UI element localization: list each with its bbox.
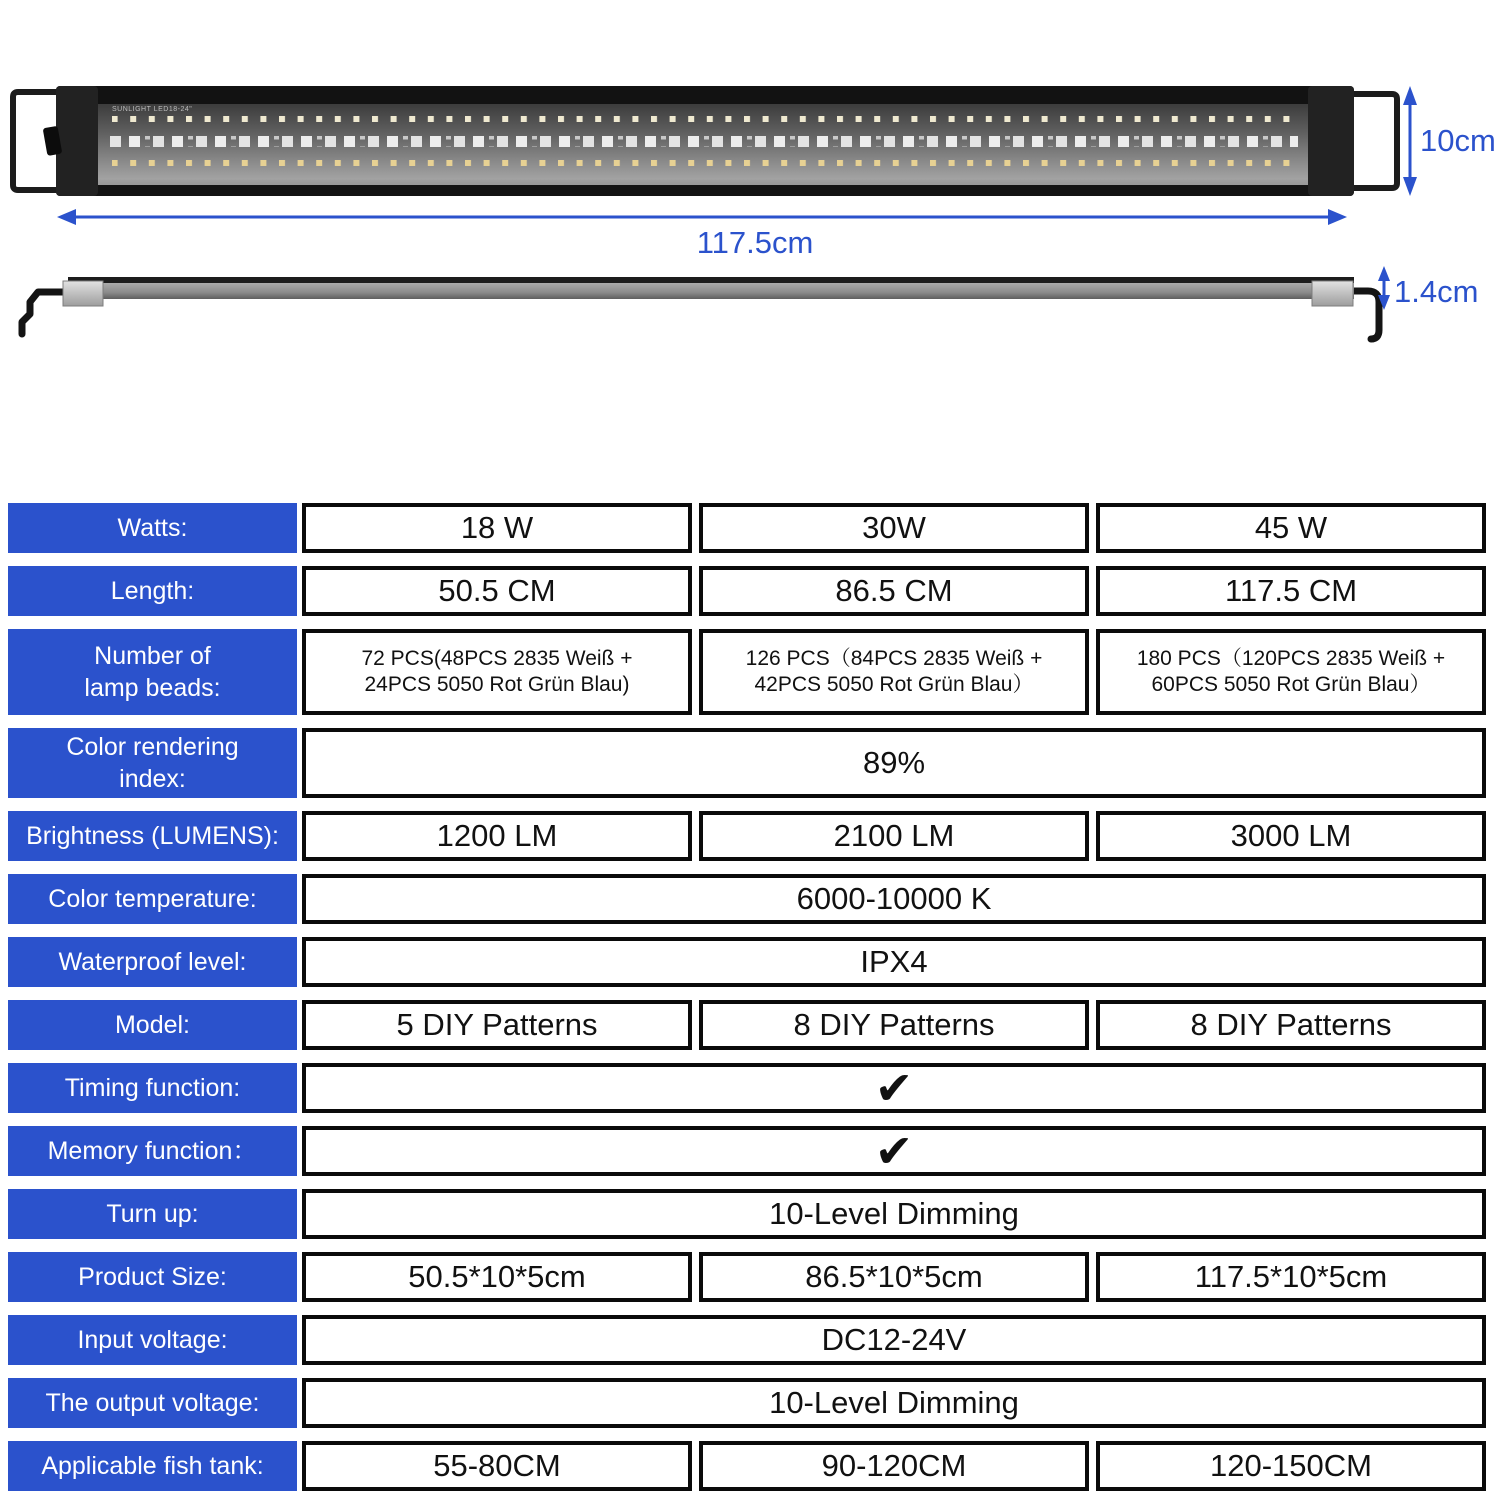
spec-row-label bbox=[8, 728, 297, 798]
spec-value-cell-merged: 10-Level Dimming bbox=[302, 1189, 1486, 1239]
spec-value-cell: 1200 LM bbox=[302, 811, 692, 861]
led-row-middle bbox=[108, 136, 1298, 147]
spec-value-cell: 8 DIY Patterns bbox=[1096, 1000, 1486, 1050]
spec-row bbox=[8, 1252, 1486, 1302]
spec-row-label-line: index: bbox=[119, 765, 186, 793]
spec-value-line: 126 PCS（84PCS 2835 Weiß + bbox=[745, 647, 1043, 671]
spec-row bbox=[8, 728, 1486, 798]
spec-row bbox=[8, 1378, 1486, 1428]
spec-row-label: Product Size: bbox=[8, 1252, 297, 1302]
product-diagram bbox=[0, 0, 1500, 470]
spec-row bbox=[8, 1000, 1486, 1050]
spec-row bbox=[8, 1315, 1486, 1365]
spec-row-cells bbox=[302, 629, 1486, 715]
fixture-top-view bbox=[13, 86, 1397, 196]
width-dimension-label: 117.5cm bbox=[696, 225, 814, 260]
check-mark-cell: ✔ bbox=[302, 1126, 1486, 1176]
spec-row-cells bbox=[302, 1252, 1486, 1302]
spec-row-cells bbox=[302, 1000, 1486, 1050]
spec-value-cell: 18 W bbox=[302, 503, 692, 553]
spec-value-cell-merged: IPX4 bbox=[302, 937, 1486, 987]
spec-row-label: Memory function： bbox=[8, 1126, 297, 1176]
spec-value-cell bbox=[302, 629, 692, 715]
fixture-side-view bbox=[22, 277, 1379, 339]
spec-value-cell: 117.5*10*5cm bbox=[1096, 1252, 1486, 1302]
spec-row-label: Brightness (LUMENS): bbox=[8, 811, 297, 861]
spec-row-cells bbox=[302, 811, 1486, 861]
spec-row-label: Color temperature: bbox=[8, 874, 297, 924]
spec-row-cells bbox=[302, 1378, 1486, 1428]
width-dimension bbox=[57, 209, 1347, 225]
spec-value-cell: 8 DIY Patterns bbox=[699, 1000, 1089, 1050]
spec-value-cell: 90-120CM bbox=[699, 1441, 1089, 1491]
side-bar-body bbox=[68, 283, 1354, 299]
spec-row bbox=[8, 937, 1486, 987]
spec-row-cells bbox=[302, 1126, 1486, 1176]
spec-value-line: 24PCS 5050 Rot Grün Blau) bbox=[364, 673, 630, 696]
thickness-dimension-label: 1.4cm bbox=[1394, 274, 1479, 309]
side-left-hook bbox=[22, 292, 65, 334]
spec-value-cell: 86.5 CM bbox=[699, 566, 1089, 616]
side-right-clip bbox=[1312, 281, 1353, 306]
spec-row-cells bbox=[302, 937, 1486, 987]
spec-value-cell: 3000 LM bbox=[1096, 811, 1486, 861]
spec-row-cells bbox=[302, 503, 1486, 553]
spec-row bbox=[8, 503, 1486, 553]
spec-value-cell-merged: 6000-10000 K bbox=[302, 874, 1486, 924]
spec-row-label-line: Color rendering bbox=[66, 733, 239, 761]
spec-row bbox=[8, 1063, 1486, 1113]
spec-row-cells bbox=[302, 874, 1486, 924]
spec-row-label: Timing function: bbox=[8, 1063, 297, 1113]
spec-value-cell: 120-150CM bbox=[1096, 1441, 1486, 1491]
spec-row bbox=[8, 811, 1486, 861]
spec-row-label: Waterproof level: bbox=[8, 937, 297, 987]
spec-value-cell: 50.5*10*5cm bbox=[302, 1252, 692, 1302]
left-end-cap bbox=[56, 86, 98, 196]
height-dimension bbox=[1403, 86, 1417, 196]
spec-value-cell: 86.5*10*5cm bbox=[699, 1252, 1089, 1302]
led-row-top bbox=[112, 116, 1296, 122]
spec-value-cell: 30W bbox=[699, 503, 1089, 553]
spec-value-cell-merged: 89% bbox=[302, 728, 1486, 798]
spec-row-label bbox=[8, 629, 297, 715]
led-row-bottom bbox=[112, 160, 1296, 166]
spec-row bbox=[8, 566, 1486, 616]
spec-row-label: Watts: bbox=[8, 503, 297, 553]
spec-row-cells bbox=[302, 1063, 1486, 1113]
spec-value-cell: 117.5 CM bbox=[1096, 566, 1486, 616]
spec-row-label: Model: bbox=[8, 1000, 297, 1050]
spec-value-line: 72 PCS(48PCS 2835 Weiß + bbox=[361, 647, 633, 671]
check-mark-cell: ✔ bbox=[302, 1063, 1486, 1113]
spec-value-cell-merged: DC12-24V bbox=[302, 1315, 1486, 1365]
spec-row bbox=[8, 1126, 1486, 1176]
spec-row-label: Turn up: bbox=[8, 1189, 297, 1239]
spec-row bbox=[8, 629, 1486, 715]
spec-value-line: 180 PCS（120PCS 2835 Weiß + bbox=[1136, 647, 1446, 671]
spec-row-label: The output voltage: bbox=[8, 1378, 297, 1428]
spec-row bbox=[8, 1441, 1486, 1491]
height-dimension-label: 10cm bbox=[1420, 123, 1496, 158]
spec-row bbox=[8, 874, 1486, 924]
spec-row-label: Applicable fish tank: bbox=[8, 1441, 297, 1491]
right-mount-bracket bbox=[1350, 94, 1397, 188]
spec-row-label: Length: bbox=[8, 566, 297, 616]
spec-row-cells bbox=[302, 566, 1486, 616]
spec-value-cell: 50.5 CM bbox=[302, 566, 692, 616]
spec-value-cell bbox=[1096, 629, 1486, 715]
panel-bottom-rail bbox=[98, 185, 1308, 196]
spec-row-cells bbox=[302, 1189, 1486, 1239]
spec-row-cells bbox=[302, 1315, 1486, 1365]
spec-value-cell: 45 W bbox=[1096, 503, 1486, 553]
spec-value-cell bbox=[699, 629, 1089, 715]
spec-row-cells bbox=[302, 1441, 1486, 1491]
spec-value-cell-merged: 10-Level Dimming bbox=[302, 1378, 1486, 1428]
spec-row-cells bbox=[302, 728, 1486, 798]
fixture-print-text: SUNLIGHT LED18-24" bbox=[112, 106, 193, 113]
spec-row bbox=[8, 1189, 1486, 1239]
side-right-hook bbox=[1351, 291, 1379, 339]
spec-table bbox=[8, 503, 1486, 1500]
right-end-cap bbox=[1308, 86, 1354, 196]
spec-value-line: 60PCS 5050 Rot Grün Blau） bbox=[1151, 673, 1431, 696]
spec-value-line: 42PCS 5050 Rot Grün Blau） bbox=[754, 673, 1034, 696]
spec-row-label-line: Number of bbox=[94, 642, 211, 670]
spec-value-cell: 2100 LM bbox=[699, 811, 1089, 861]
side-bar-top-edge bbox=[68, 277, 1354, 283]
spec-value-cell: 5 DIY Patterns bbox=[302, 1000, 692, 1050]
spec-value-cell: 55-80CM bbox=[302, 1441, 692, 1491]
side-left-clip bbox=[63, 281, 103, 306]
spec-row-label: Input voltage: bbox=[8, 1315, 297, 1365]
spec-row-label-line: lamp beads: bbox=[84, 674, 221, 702]
